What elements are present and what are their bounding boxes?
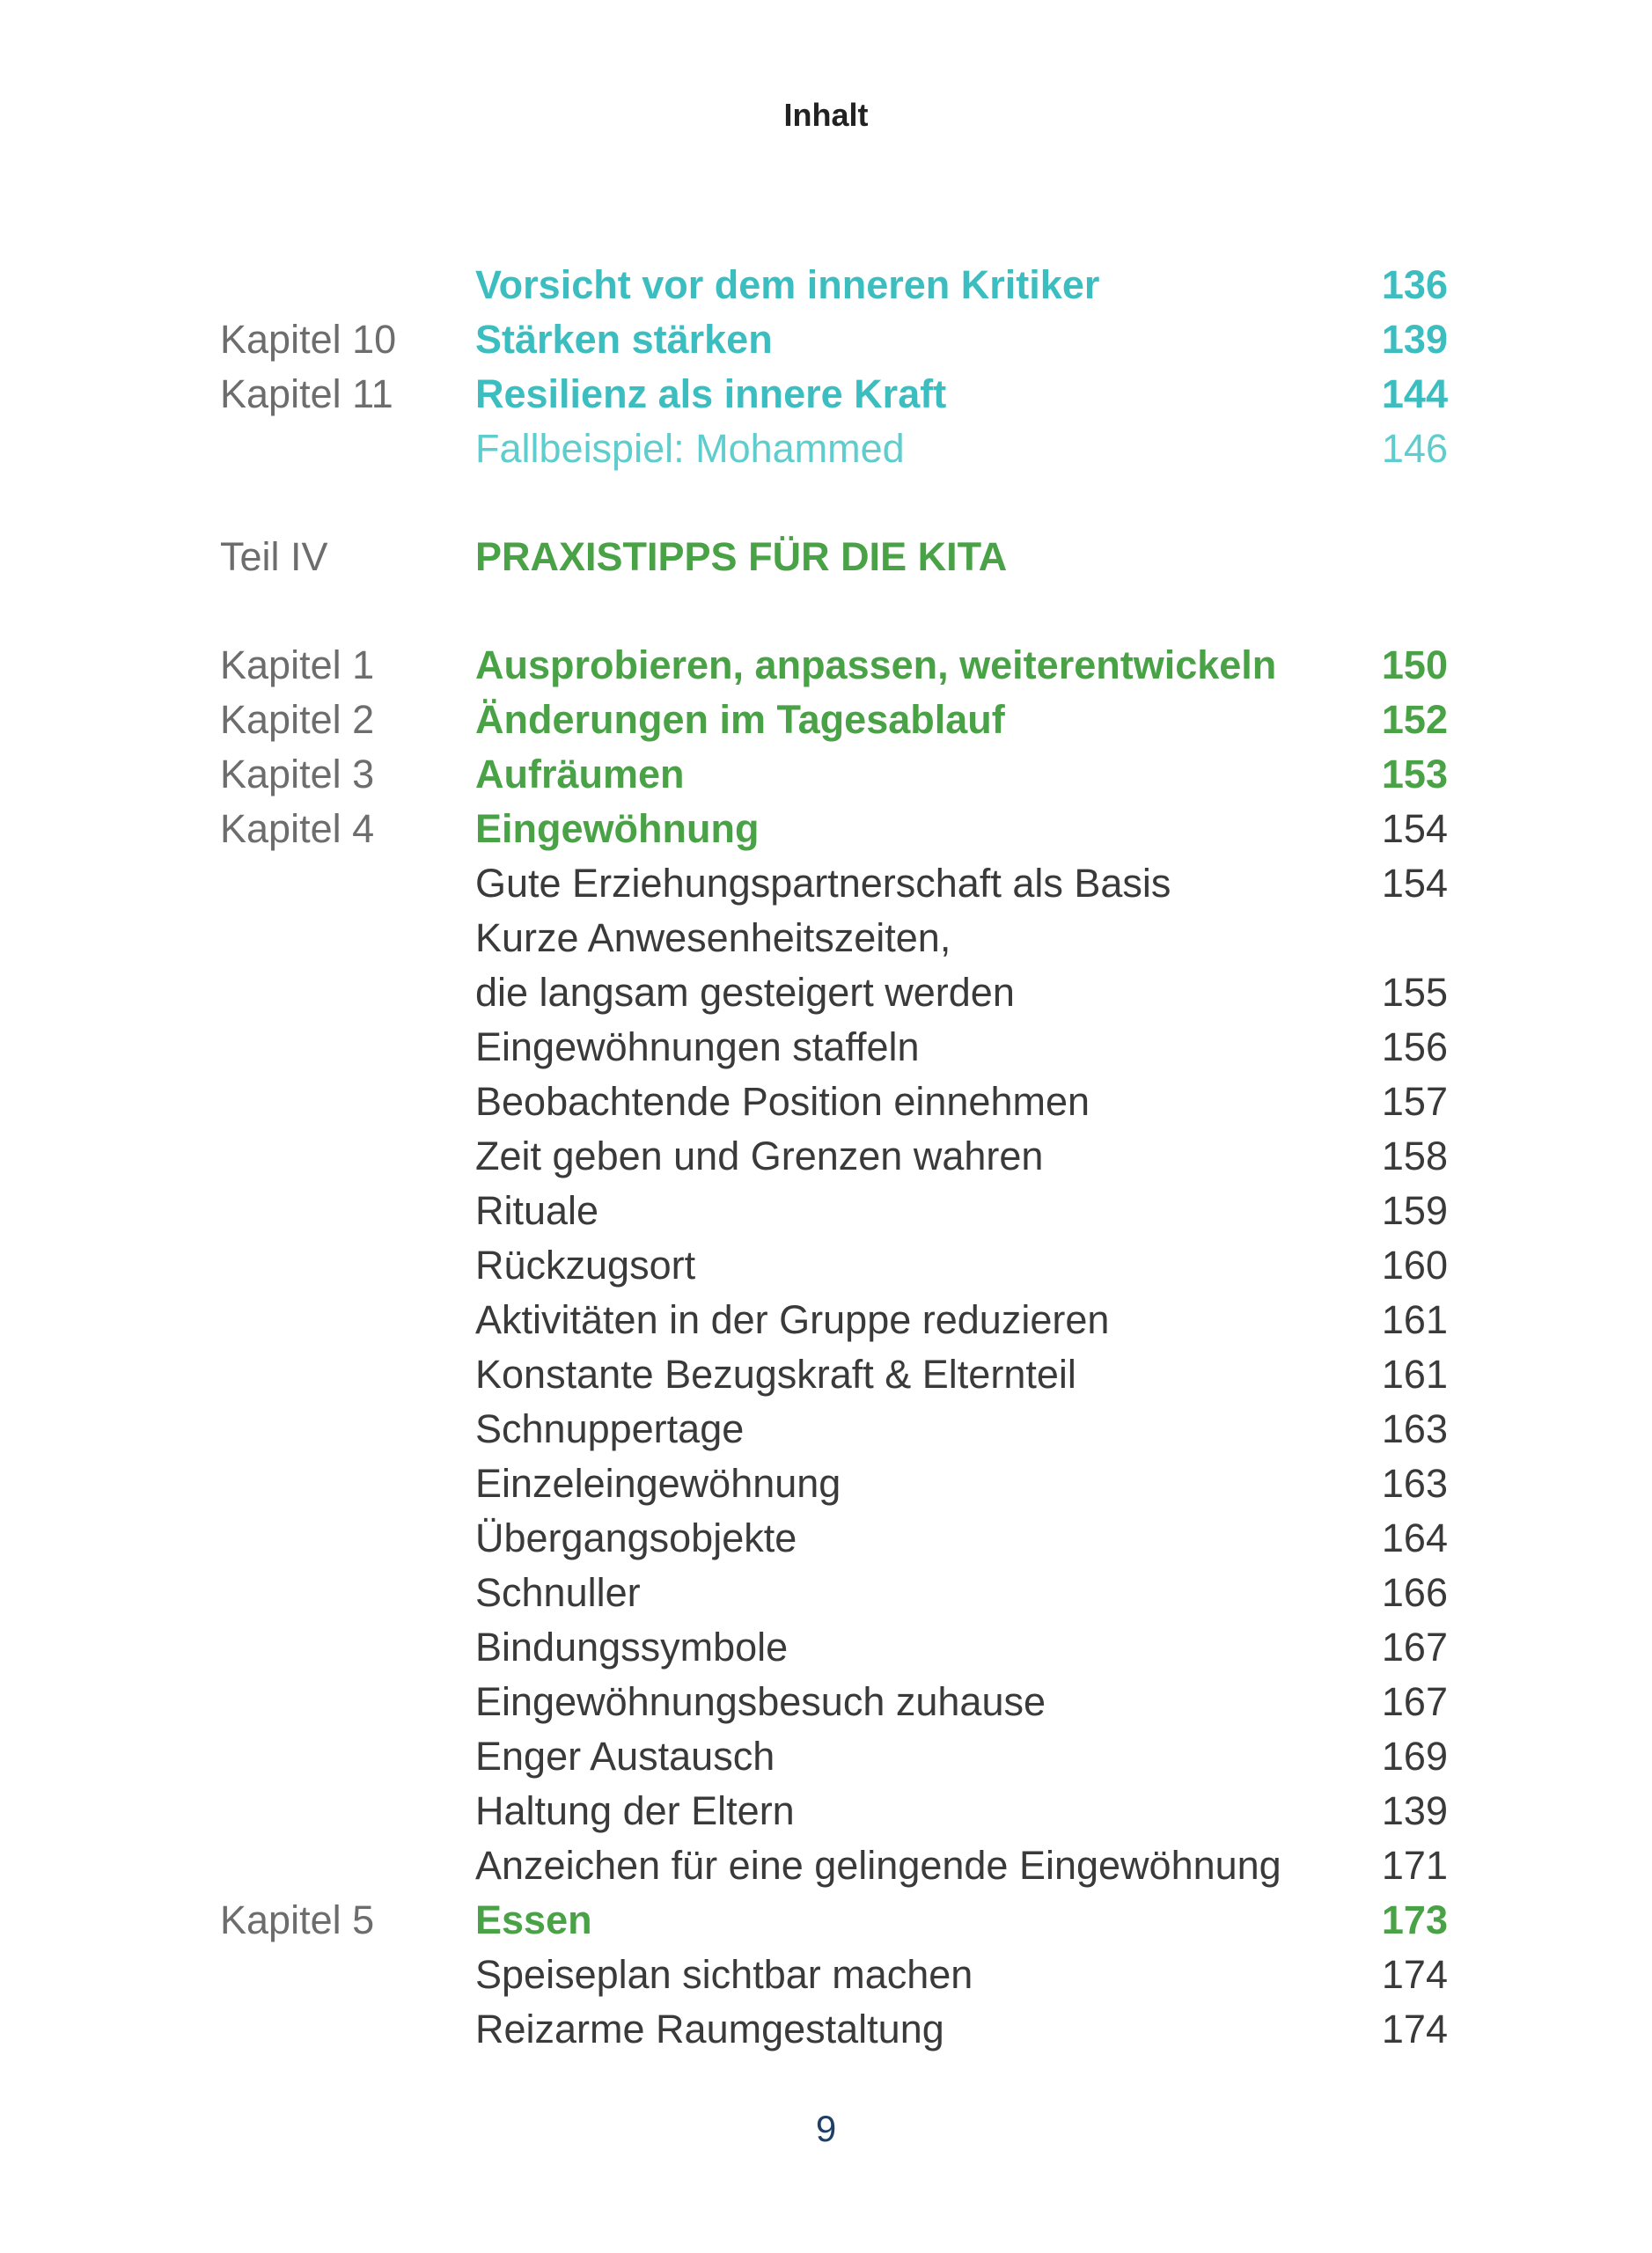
toc-entry-page: 157 <box>1381 1079 1448 1124</box>
toc-entry-title: Resilienz als innere Kraft <box>475 371 947 416</box>
toc-subentry <box>0 1293 1652 1347</box>
toc-entry-page: 163 <box>1381 1461 1448 1506</box>
toc-entry-page: 167 <box>1381 1625 1448 1670</box>
toc-entry-title: Ausprobieren, anpassen, weiterentwickeln <box>475 642 1277 687</box>
toc-entry <box>0 1893 1652 1948</box>
page-header: Inhalt <box>783 97 869 133</box>
toc-entry-title: Eingewöhnungen staffeln <box>475 1024 920 1069</box>
toc-entry-page: 136 <box>1381 262 1448 307</box>
toc-subentry <box>0 1238 1652 1293</box>
toc-subentry <box>0 1948 1652 2002</box>
toc-entry-title: Schnuppertage <box>475 1406 745 1451</box>
spacer <box>0 476 1652 530</box>
toc-subentry <box>0 911 1652 965</box>
toc-entry <box>0 693 1652 747</box>
toc-entry-page: 146 <box>1381 426 1448 471</box>
toc-subentry <box>0 1457 1652 1511</box>
page-number: 9 <box>815 2108 837 2149</box>
toc-entry <box>0 638 1652 693</box>
toc-entry-title: Konstante Bezugskraft & Elternteil <box>475 1352 1076 1397</box>
toc-entry-label: Kapitel 10 <box>220 317 397 362</box>
toc-entry-title: Stärken stärken <box>475 317 773 362</box>
toc-entry-label: Kapitel 5 <box>220 1897 375 1942</box>
toc-subentry <box>0 1566 1652 1620</box>
toc-entry-page: 174 <box>1381 1952 1448 1997</box>
toc-entry-page: 160 <box>1381 1243 1448 1288</box>
toc-subentry <box>0 965 1652 1020</box>
toc-entry-title: Beobachtende Position einnehmen <box>475 1079 1090 1124</box>
spacer <box>0 584 1652 638</box>
toc-subentry <box>0 1129 1652 1184</box>
toc-entry-page: 154 <box>1381 806 1448 851</box>
toc-entry-page: 161 <box>1381 1352 1448 1397</box>
toc-entry-page: 139 <box>1381 317 1448 362</box>
table-of-contents <box>0 258 1652 2057</box>
toc-entry-title: Einzeleingewöhnung <box>475 1461 841 1506</box>
toc-entry-label: Kapitel 11 <box>220 371 393 416</box>
toc-entry-title: Vorsicht vor dem inneren Kritiker <box>475 262 1100 307</box>
toc-entry-page: 139 <box>1381 1788 1448 1833</box>
toc-entry-title: Eingewöhnungsbesuch zuhause <box>475 1679 1046 1724</box>
toc-entry-label: Kapitel 2 <box>220 697 375 742</box>
toc-entry-title: Haltung der Eltern <box>475 1788 795 1833</box>
toc-subentry <box>0 1784 1652 1838</box>
toc-subentry <box>0 1020 1652 1075</box>
toc-entry-title: Bindungssymbole <box>475 1625 789 1670</box>
toc-subentry <box>0 1184 1652 1238</box>
toc-entry-title: Kurze Anwesenheitszeiten, <box>475 915 951 960</box>
toc-entry-label: Kapitel 4 <box>220 806 375 851</box>
toc-entry-page: 152 <box>1381 697 1448 742</box>
toc-entry-page: 169 <box>1381 1734 1448 1779</box>
toc-entry-page: 171 <box>1381 1843 1448 1888</box>
toc-part-title: PRAXISTIPPS FÜR DIE KITA <box>475 534 1008 579</box>
toc-entry-title: die langsam gesteigert werden <box>475 970 1015 1015</box>
toc-entry-page: 174 <box>1381 2007 1448 2051</box>
toc-entry-page: 159 <box>1381 1188 1448 1233</box>
toc-entry-page: 164 <box>1381 1515 1448 1560</box>
toc-subentry <box>0 1347 1652 1402</box>
toc-entry-label: Teil IV <box>220 534 328 579</box>
toc-subentry <box>0 1075 1652 1129</box>
toc-entry-title: Zeit geben und Grenzen wahren <box>475 1134 1044 1178</box>
toc-entry-page: 153 <box>1381 752 1448 796</box>
toc-entry-title: Rituale <box>475 1188 599 1233</box>
toc-part-heading <box>0 530 1652 584</box>
toc-entry-page: 150 <box>1381 642 1448 687</box>
toc-entry-page: 144 <box>1381 371 1448 416</box>
toc-entry-title: Eingewöhnung <box>475 806 760 851</box>
toc-entry-title: Enger Austausch <box>475 1734 775 1779</box>
toc-subentry <box>0 1675 1652 1729</box>
toc-entry <box>0 367 1652 422</box>
toc-entry-title: Reizarme Raumgestaltung <box>475 2007 944 2051</box>
toc-entry-page: 161 <box>1381 1297 1448 1342</box>
toc-entry-title: Änderungen im Tagesablauf <box>475 697 1005 742</box>
toc-entry <box>0 258 1652 312</box>
toc-subentry <box>0 1511 1652 1566</box>
toc-entry-title: Fallbeispiel: Mohammed <box>475 426 905 471</box>
toc-entry-page: 154 <box>1381 861 1448 906</box>
toc-subentry <box>0 1838 1652 1893</box>
toc-entry-page: 155 <box>1381 970 1448 1015</box>
toc-entry-page: 158 <box>1381 1134 1448 1178</box>
toc-entry-page: 167 <box>1381 1679 1448 1724</box>
toc-entry <box>0 747 1652 802</box>
toc-subentry <box>0 1620 1652 1675</box>
toc-entry-title: Rückzugsort <box>475 1243 696 1288</box>
toc-entry-label: Kapitel 1 <box>220 642 375 687</box>
toc-entry-page: 156 <box>1381 1024 1448 1069</box>
toc-entry-title: Anzeichen für eine gelingende Eingewöhnung <box>475 1843 1281 1888</box>
toc-subentry <box>0 1402 1652 1457</box>
toc-entry-page: 166 <box>1381 1570 1448 1615</box>
toc-entry-title: Gute Erziehungspartnerschaft als Basis <box>475 861 1171 906</box>
toc-entry-title: Schnuller <box>475 1570 641 1615</box>
toc-entry-title: Essen <box>475 1897 592 1942</box>
toc-entry-title: Übergangsobjekte <box>475 1515 797 1560</box>
toc-entry-page: 173 <box>1381 1897 1448 1942</box>
toc-entry-title: Aktivitäten in der Gruppe reduzieren <box>475 1297 1110 1342</box>
toc-entry-label: Kapitel 3 <box>220 752 375 796</box>
toc-entry <box>0 802 1652 856</box>
toc-entry <box>0 422 1652 476</box>
toc-entry-page: 163 <box>1381 1406 1448 1451</box>
toc-subentry <box>0 2002 1652 2057</box>
toc-entry-title: Aufräumen <box>475 752 685 796</box>
toc-subentry <box>0 1729 1652 1784</box>
toc-entry-title: Speiseplan sichtbar machen <box>475 1952 973 1997</box>
toc-subentry <box>0 856 1652 911</box>
toc-entry <box>0 312 1652 367</box>
